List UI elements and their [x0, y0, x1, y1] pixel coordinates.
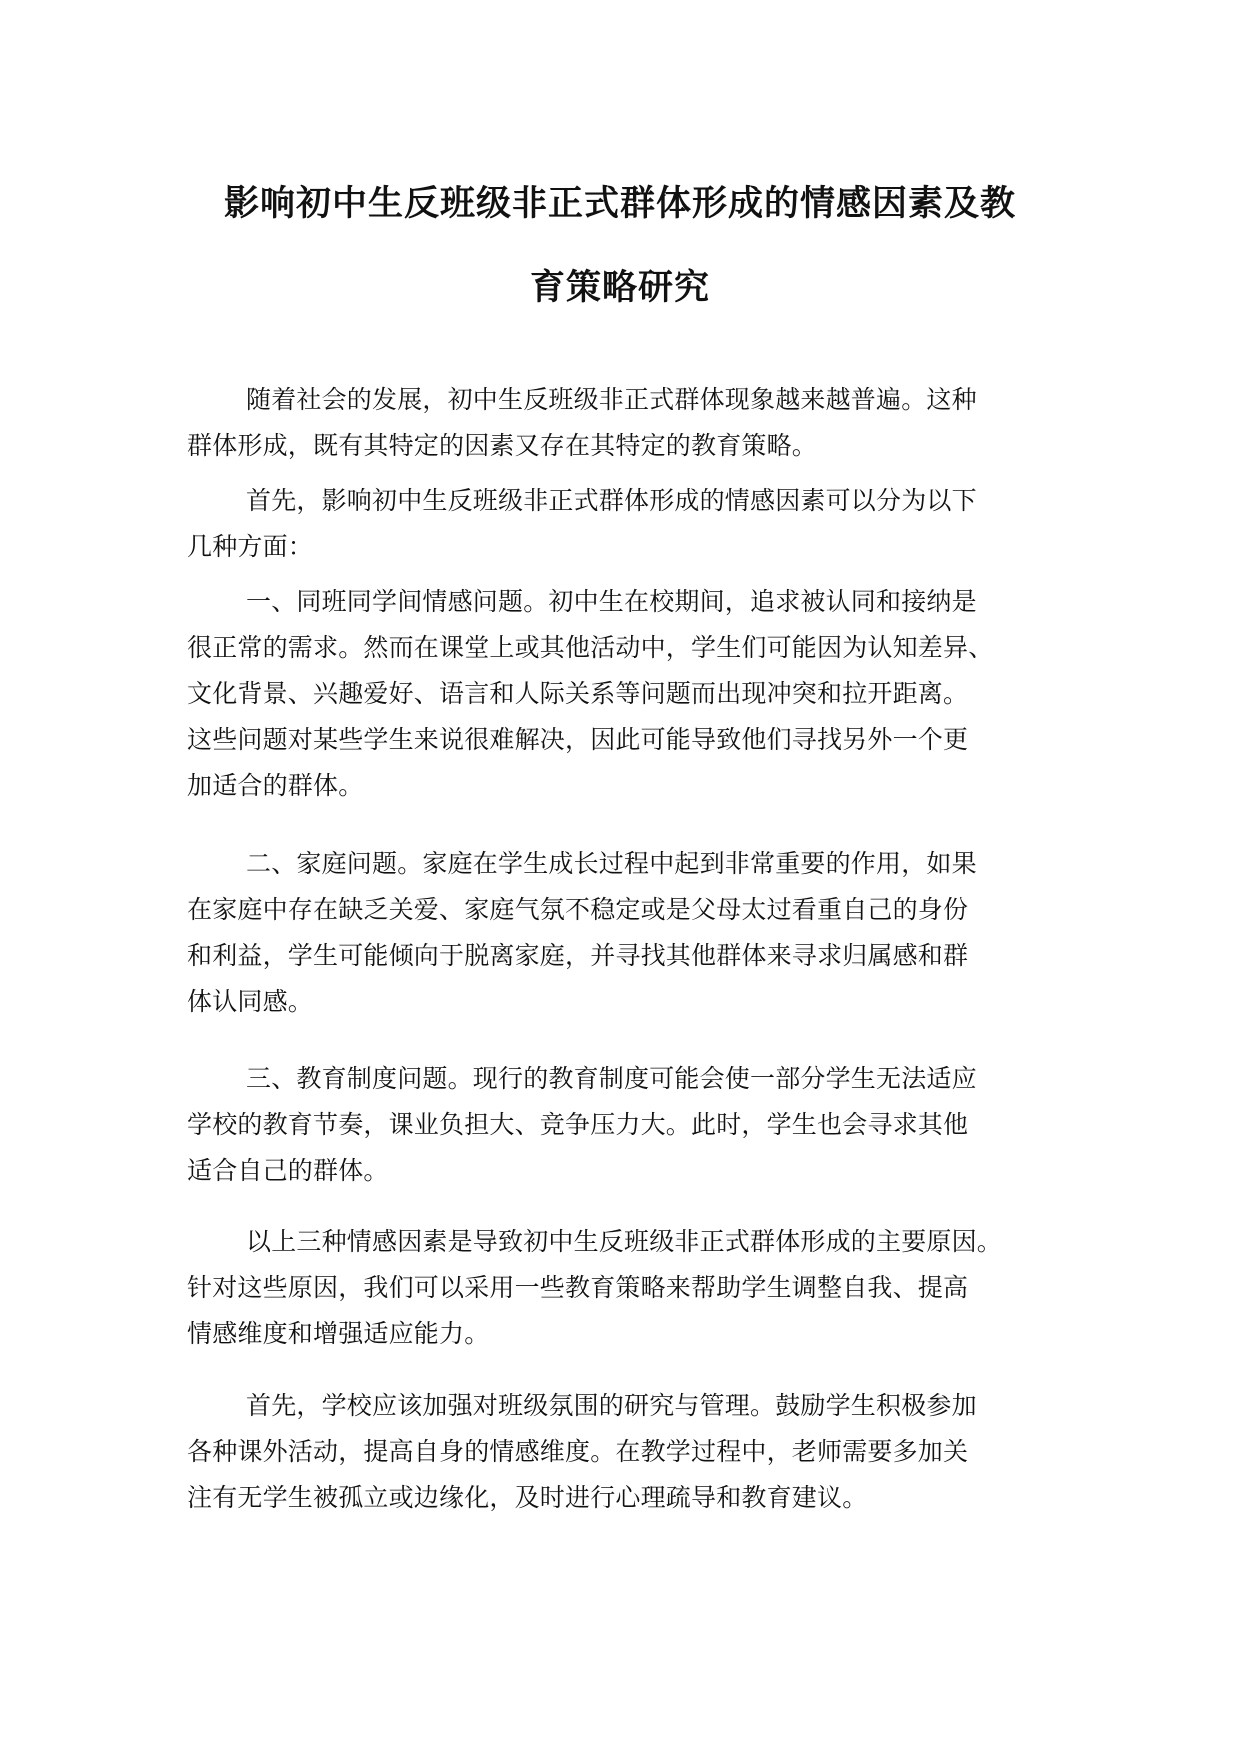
paragraph-factors-intro: [187, 478, 1067, 570]
paragraph-strategy-school: [187, 1383, 1067, 1521]
paragraph-summary: [187, 1219, 1067, 1357]
paragraph-line: 体认同感。: [187, 987, 314, 1016]
paragraph-line: 很正常的需求。然而在课堂上或其他活动中，学生们可能因为认知差异、: [187, 633, 994, 662]
paragraph-line: 文化背景、兴趣爱好、语言和人际关系等问题而出现冲突和拉开距离。: [187, 679, 969, 708]
document-title-line-1: 影响初中生反班级非正式群体形成的情感因素及教: [223, 184, 1016, 224]
paragraph-line: 二、家庭问题。家庭在学生成长过程中起到非常重要的作用，如果: [246, 849, 977, 878]
paragraph-line: 首先，学校应该加强对班级氛围的研究与管理。鼓励学生积极参加: [246, 1391, 977, 1420]
paragraph-intro: [187, 377, 1067, 469]
paragraph-line: 这些问题对某些学生来说很难解决，因此可能导致他们寻找另外一个更: [187, 725, 969, 754]
paragraph-line: 注有无学生被孤立或边缘化，及时进行心理疏导和教育建议。: [187, 1483, 868, 1512]
paragraph-line: 学校的教育节奏，课业负担大、竞争压力大。此时，学生也会寻求其他: [187, 1110, 969, 1139]
paragraph-classmates: [187, 579, 1067, 809]
paragraph-line: 加适合的群体。: [187, 771, 364, 800]
paragraph-line: 情感维度和增强适应能力。: [187, 1319, 490, 1348]
paragraph-line: 在家庭中存在缺乏关爱、家庭气氛不稳定或是父母太过看重自己的身份: [187, 895, 969, 924]
paragraph-line: 群体形成，既有其特定的因素又存在其特定的教育策略。: [187, 431, 818, 460]
paragraph-education-system: [187, 1056, 1067, 1194]
paragraph-line: 三、教育制度问题。现行的教育制度可能会使一部分学生无法适应: [246, 1064, 977, 1093]
paragraph-line: 一、同班同学间情感问题。初中生在校期间，追求被认同和接纳是: [246, 587, 977, 616]
paragraph-line: 以上三种情感因素是导致初中生反班级非正式群体形成的主要原因。: [246, 1227, 1003, 1256]
paragraph-line: 各种课外活动，提高自身的情感维度。在教学过程中，老师需要多加关: [187, 1437, 969, 1466]
paragraph-line: 随着社会的发展，初中生反班级非正式群体现象越来越普遍。这种: [246, 385, 977, 414]
document-title-line-2: 育策略研究: [529, 268, 710, 308]
paragraph-line: 首先，影响初中生反班级非正式群体形成的情感因素可以分为以下: [246, 486, 977, 515]
paragraph-line: 针对这些原因，我们可以采用一些教育策略来帮助学生调整自我、提高: [187, 1273, 969, 1302]
paragraph-line: 适合自己的群体。: [187, 1156, 389, 1185]
paragraph-line: 和利益，学生可能倾向于脱离家庭，并寻找其他群体来寻求归属感和群: [187, 941, 969, 970]
paragraph-line: 几种方面：: [187, 532, 314, 561]
paragraph-family: [187, 841, 1067, 1025]
